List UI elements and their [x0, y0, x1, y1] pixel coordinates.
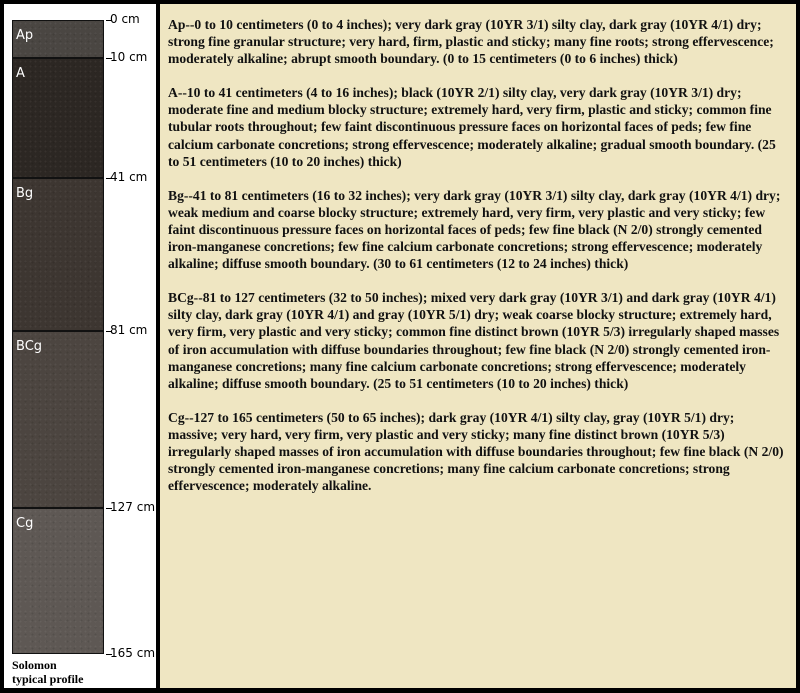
depth-label: 10 cm	[110, 50, 148, 64]
depth-label: 0 cm	[110, 12, 140, 26]
soil-profile-column	[12, 12, 156, 660]
horizon-bcg	[12, 331, 104, 508]
horizon-bg	[12, 178, 104, 331]
horizon-ap	[12, 20, 104, 58]
horizon-label-bg: Bg	[16, 186, 34, 201]
horizon-cg	[12, 508, 104, 654]
depth-label: 165 cm	[110, 646, 156, 660]
horizon-description-a: A--10 to 41 centimeters (4 to 16 inches); black (10YR 2/1) silty clay, very dark gray (10YR 3/1) dry; moderate fine and medium blocky structure; extremely hard, very firm, plastic and sticky; common fine tubular roots throughout; few faint discontinuous pressure faces on horizontal faces of peds; few fine calcium carbonate concretions; strong effervescence; moderately alkaline; gradual smooth boundary. (25 to 51 centimeters (10 to 20 inches) thick)	[168, 85, 776, 169]
horizon-description-bg: Bg--41 to 81 centimeters (16 to 32 inches); very dark gray (10YR 3/1) silty clay, dark gray (10YR 4/1) dry; weak medium and coarse blocky structure; extremely hard, very firm, very plastic and very sticky; few faint discontinuous pressure faces on horizontal faces of peds; few fine black (N 2/0) strongly cemented iron-manganese concretions; few fine calcium carbonate concretions; strong effervescence; moderately alkaline; diffuse smooth boundary. (30 to 61 centimeters (12 to 24 inches) thick)	[168, 187, 781, 272]
profile-panel	[4, 4, 156, 688]
depth-label: 41 cm	[110, 170, 148, 184]
caption-line-2: typical profile	[12, 672, 84, 686]
horizon-description-ap: Ap--0 to 10 centimeters (0 to 4 inches); very dark gray (10YR 3/1) silty clay, dark gray (10YR 4/1) dry; strong fine granular structure; very hard, firm, plastic and sticky; many fine roots; strong effervescence; moderately alkaline; abrupt smooth boundary. (0 to 15 centimeters (0 to 6 inches) thick)	[168, 17, 774, 67]
horizon-label-a: A	[16, 66, 25, 81]
horizon-description-panel	[160, 4, 796, 688]
horizon-label-cg: Cg	[16, 516, 34, 531]
profile-caption	[12, 658, 83, 686]
depth-label: 81 cm	[110, 323, 148, 337]
caption-line-1: Solomon	[12, 658, 57, 672]
horizon-label-ap: Ap	[16, 28, 34, 43]
horizon-description-bcg: BCg--81 to 127 centimeters (32 to 50 inches); mixed very dark gray (10YR 3/1) and dark gray (10YR 4/1) silty clay, dark gray (10YR 4/1) and gray (10YR 5/1) dry; weak coarse blocky structure; extremely hard, very firm, very plastic and very sticky; common fine distinct brown (10YR 5/3) irregularly shaped masses of iron accumulation with diffuse boundaries throughout; few fine black (N 2/0) strongly cemented iron-manganese concretions; many fine calcium carbonate concretions; strong effervescence; moderately alkaline; diffuse smooth boundary. (25 to 51 centimeters (10 to 20 inches) thick)	[168, 290, 780, 391]
horizon-a	[12, 58, 104, 178]
depth-label: 127 cm	[110, 500, 156, 514]
horizon-description-cg: Cg--127 to 165 centimeters (50 to 65 inches); dark gray (10YR 4/1) silty clay, gray (10YR 5/1) dry; massive; very hard, very firm, very plastic and very sticky; many fine distinct brown (10YR 5/3) irregularly shaped masses of iron accumulation with diffuse boundaries throughout; few fine black (N 2/0) strongly cemented iron-manganese concretions; many fine calcium carbonate concretions; strong effervescence; moderately alkaline.	[168, 409, 784, 494]
horizon-label-bcg: BCg	[16, 339, 43, 354]
